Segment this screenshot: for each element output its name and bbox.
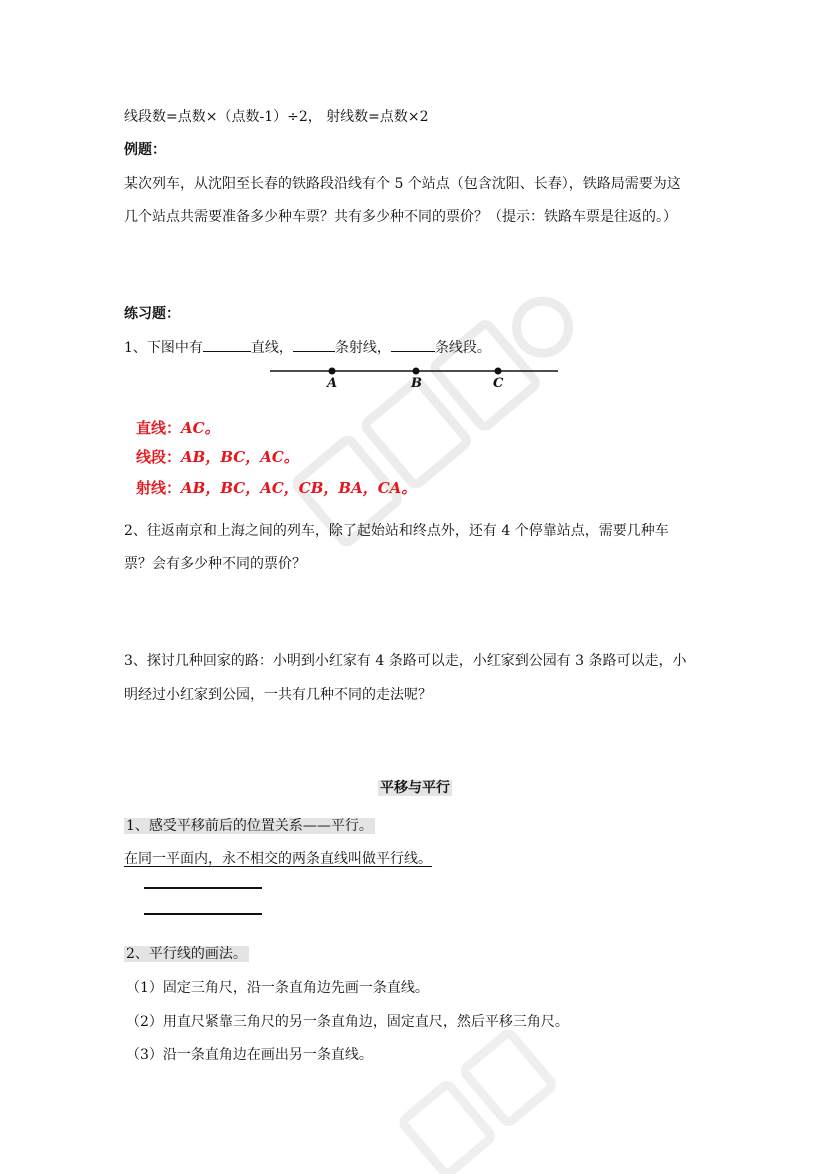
point-a-label: A: [327, 376, 338, 391]
section-item-1: 1、感受平移前后的位置关系——平行。: [126, 818, 373, 834]
formula: 线段数=点数×（点数-1）÷2， 射线数=点数×2: [124, 109, 429, 125]
q1-text-4: 条线段。: [434, 340, 491, 356]
q1-text-1: 1、下图中有: [124, 340, 203, 356]
point-c-dot: [495, 368, 502, 375]
q1-text-3: 条射线，: [334, 340, 391, 356]
answer-lines-value: AC。: [181, 419, 220, 437]
question-1: [124, 337, 491, 358]
answer-rays-label: 射线：: [136, 479, 182, 497]
point-a-dot: [329, 368, 336, 375]
answer-segments: [136, 447, 299, 467]
question-3-line-2: 明经过小红家到公园，一共有几种不同的走法呢？: [124, 687, 432, 703]
answer-segments-value: AB，BC，AC。: [181, 448, 299, 466]
blank-lines[interactable]: [203, 337, 251, 352]
point-b-dot: [413, 368, 420, 375]
point-c-label: C: [493, 376, 504, 391]
example-line-2: 几个站点共需要准备多少种车票？共有多少种不同的票价？（提示：铁路车票是往返的。）: [124, 209, 677, 225]
question-2-line-2: 票？会有多少种不同的票价？: [124, 556, 306, 572]
section-item-2: 2、平行线的画法。: [126, 946, 247, 962]
q1-text-2: 直线，: [250, 340, 293, 356]
step-1: （1）固定三角尺，沿一条直角边先画一条直线。: [126, 980, 429, 996]
line-diagram: [270, 362, 570, 392]
answer-rays-value: AB，BC，AC，CB，BA，CA。: [181, 479, 417, 497]
question-3-line-1: 3、探讨几种回家的路：小明到小红家有 4 条路可以走，小红家到公园有 3 条路可以走，小: [124, 653, 687, 669]
blank-rays[interactable]: [293, 337, 335, 352]
answer-lines-label: 直线：: [136, 419, 182, 437]
point-b-label: B: [411, 376, 422, 391]
answer-lines: [136, 418, 220, 438]
question-2-line-1: 2、往返南京和上海之间的列车，除了起始站和终点外，还有 4 个停靠站点，需要几种车: [124, 523, 669, 539]
step-2: （2）用直尺紧靠三角尺的另一条直角边，固定直尺，然后平移三角尺。: [126, 1014, 569, 1030]
example-line-1: 某次列车，从沈阳至长春的铁路段沿线有个 5 个站点（包含沈阳、长春），铁路局需要为这: [124, 176, 681, 192]
practice-heading: 练习题：: [124, 306, 180, 322]
parallel-definition: 在同一平面内，永不相交的两条直线叫做平行线。: [124, 851, 432, 867]
section-title: 平移与平行: [380, 780, 450, 796]
answer-rays: [136, 478, 416, 498]
parallel-lines-figure: [140, 882, 270, 922]
answer-segments-label: 线段：: [136, 448, 182, 466]
step-3: （3）沿一条直角边在画出另一条直线。: [126, 1047, 373, 1063]
blank-segments[interactable]: [391, 337, 435, 352]
example-heading: 例题：: [124, 142, 166, 158]
